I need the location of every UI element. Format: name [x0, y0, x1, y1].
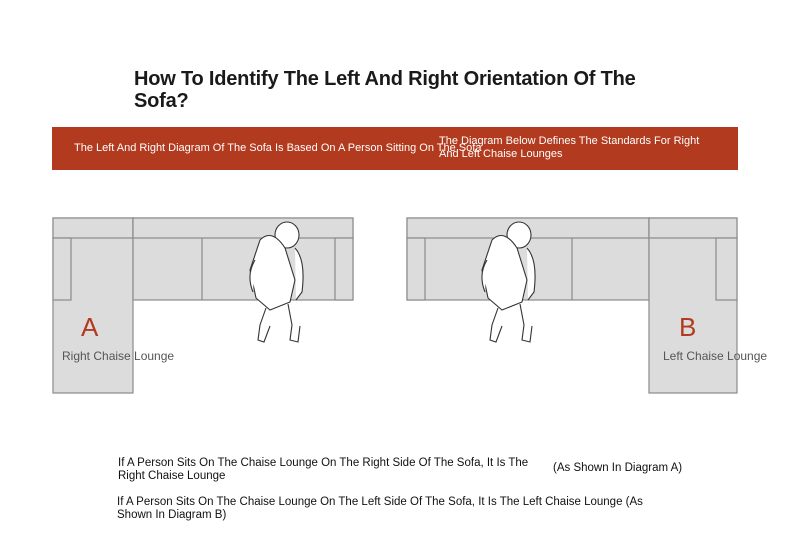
diagram-a-letter: A: [81, 312, 99, 342]
diagram-a-label: Right Chaise Lounge: [62, 349, 175, 363]
diagram-b-sofa: [404, 200, 749, 400]
diagram-a-sofa: [50, 200, 410, 400]
diagram-b-letter: B: [679, 312, 697, 342]
note-right-rule: If A Person Sits On The Chaise Lounge On The Right Side Of The Sofa, It Is The Right Chaise Lounge: [118, 457, 529, 482]
banner-right-text: The Diagram Below Defines The Standards For Right And Left Chaise Lounges: [439, 135, 700, 160]
note-left-rule: If A Person Sits On The Chaise Lounge On The Left Side Of The Sofa, It Is The Left Chaise Lounge (As Shown In Diagram B): [117, 496, 643, 521]
diagram-b-label: Left Chaise Lounge: [663, 349, 768, 363]
banner-left-text: The Left And Right Diagram Of The Sofa Is Based On A Person Sitting On The Sofa: [74, 142, 482, 154]
header-banner: [52, 127, 738, 170]
note-right-suffix: (As Shown In Diagram A): [553, 462, 683, 474]
page-title: How To Identify The Left And Right Orientation Of The Sofa?: [134, 68, 636, 112]
